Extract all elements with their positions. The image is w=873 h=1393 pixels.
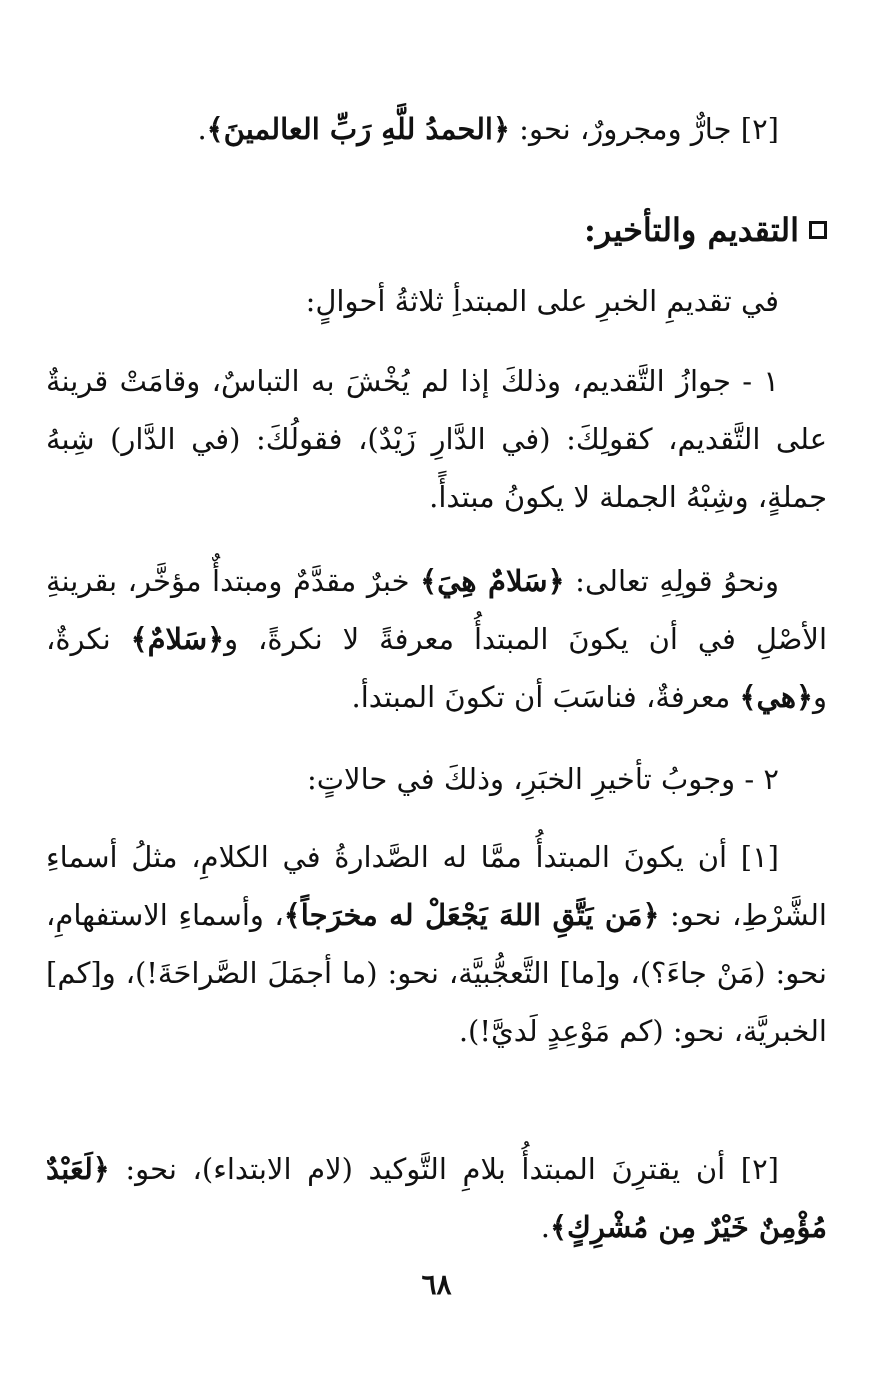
text-run: ١ - جوازُ التَّقديم، وذلكَ إذا لم يُخْشَ به التباسٌ، وقامَتْ قرينةٌ على التَّقديم، كقولِكَ: (في الدَّارِ زَيْدٌ)، فقولُكَ: (في الدَّار) شِبهُ جملةٍ، وشِبْهُ الجملة لا يكونُ مبتدأً. [46,364,827,514]
text-run: نكرةٌ، و [46,622,827,714]
paragraph-intro [46,272,827,330]
text-run: . [197,112,207,146]
paragraph-case-1 [46,828,827,1060]
paragraph-jar-majrur [46,100,827,158]
quran-quote: ﴿هي﴾ [739,680,813,714]
text-run: ، وأسماءِ الاستفهامِ، نحو: (مَنْ جاءَ؟)، و[ما] التَّعجُّبيَّة، نحو: (ما أجمَلَ الصَّراحَةَ!)، و[كم] الخبريَّة، نحو: (كم مَوْعِدٍ لَديَّ!). [46,898,827,1048]
paragraph-point-1 [46,352,827,526]
text-run: خبرٌ مقدَّمٌ ومبتدأٌ مؤخَّر، بقرينةِ الأصْلِ في أن يكونَ المبتدأُ معرفةً لا نكرةً، و [46,564,828,656]
paragraph-point-2 [46,750,827,808]
text-run: [٢] جارٌّ ومجرورٌ، نحو: [509,112,779,146]
quran-quote: ﴿سَلامٌ﴾ [130,622,225,656]
text-run: [٢] أن يقترِنَ المبتدأُ بلامِ التَّوكيد (لام الابتداء)، نحو: [109,1152,779,1186]
paragraph-example [46,552,827,726]
section-heading [584,200,827,260]
quran-quote: ﴿سَلامٌ هِيَ﴾ [420,564,565,598]
text-run: ٢ - وجوبُ تأخيرِ الخبَرِ، وذلكَ في حالاتٍ: [306,762,779,796]
section-heading-text: التقديم والتأخير: [583,211,799,249]
page-number: ٦٨ [421,1268,452,1301]
text-run: في تقديمِ الخبرِ على المبتدأِ ثلاثةُ أحوالٍ: [305,284,779,318]
quran-quote: ﴿الحمدُ للَّهِ رَبِّ العالمينَ﴾ [206,112,510,146]
text-run: [١] أن يكونَ المبتدأُ ممَّا له الصَّدارةُ في الكلامِ، مثلُ أسماءِ الشَّرْطِ، نحو: [46,840,827,932]
text-run: ونحوُ قولِهِ تعالى: [564,564,779,598]
square-bullet-icon [809,221,827,239]
text-run: معرفةٌ، فناسَبَ أن تكونَ المبتدأ. [351,680,740,714]
quran-quote: ﴿مَن يَتَّقِ اللهَ يَجْعَلْ له مخرَجاً﴾ [283,898,660,932]
quran-quote: ﴿لَعَبْدٌ مُؤْمِنٌ خَيْرٌ مِن مُشْرِكٍ﴾ [46,1152,827,1244]
paragraph-case-2 [46,1140,827,1256]
text-run: . [540,1210,550,1244]
